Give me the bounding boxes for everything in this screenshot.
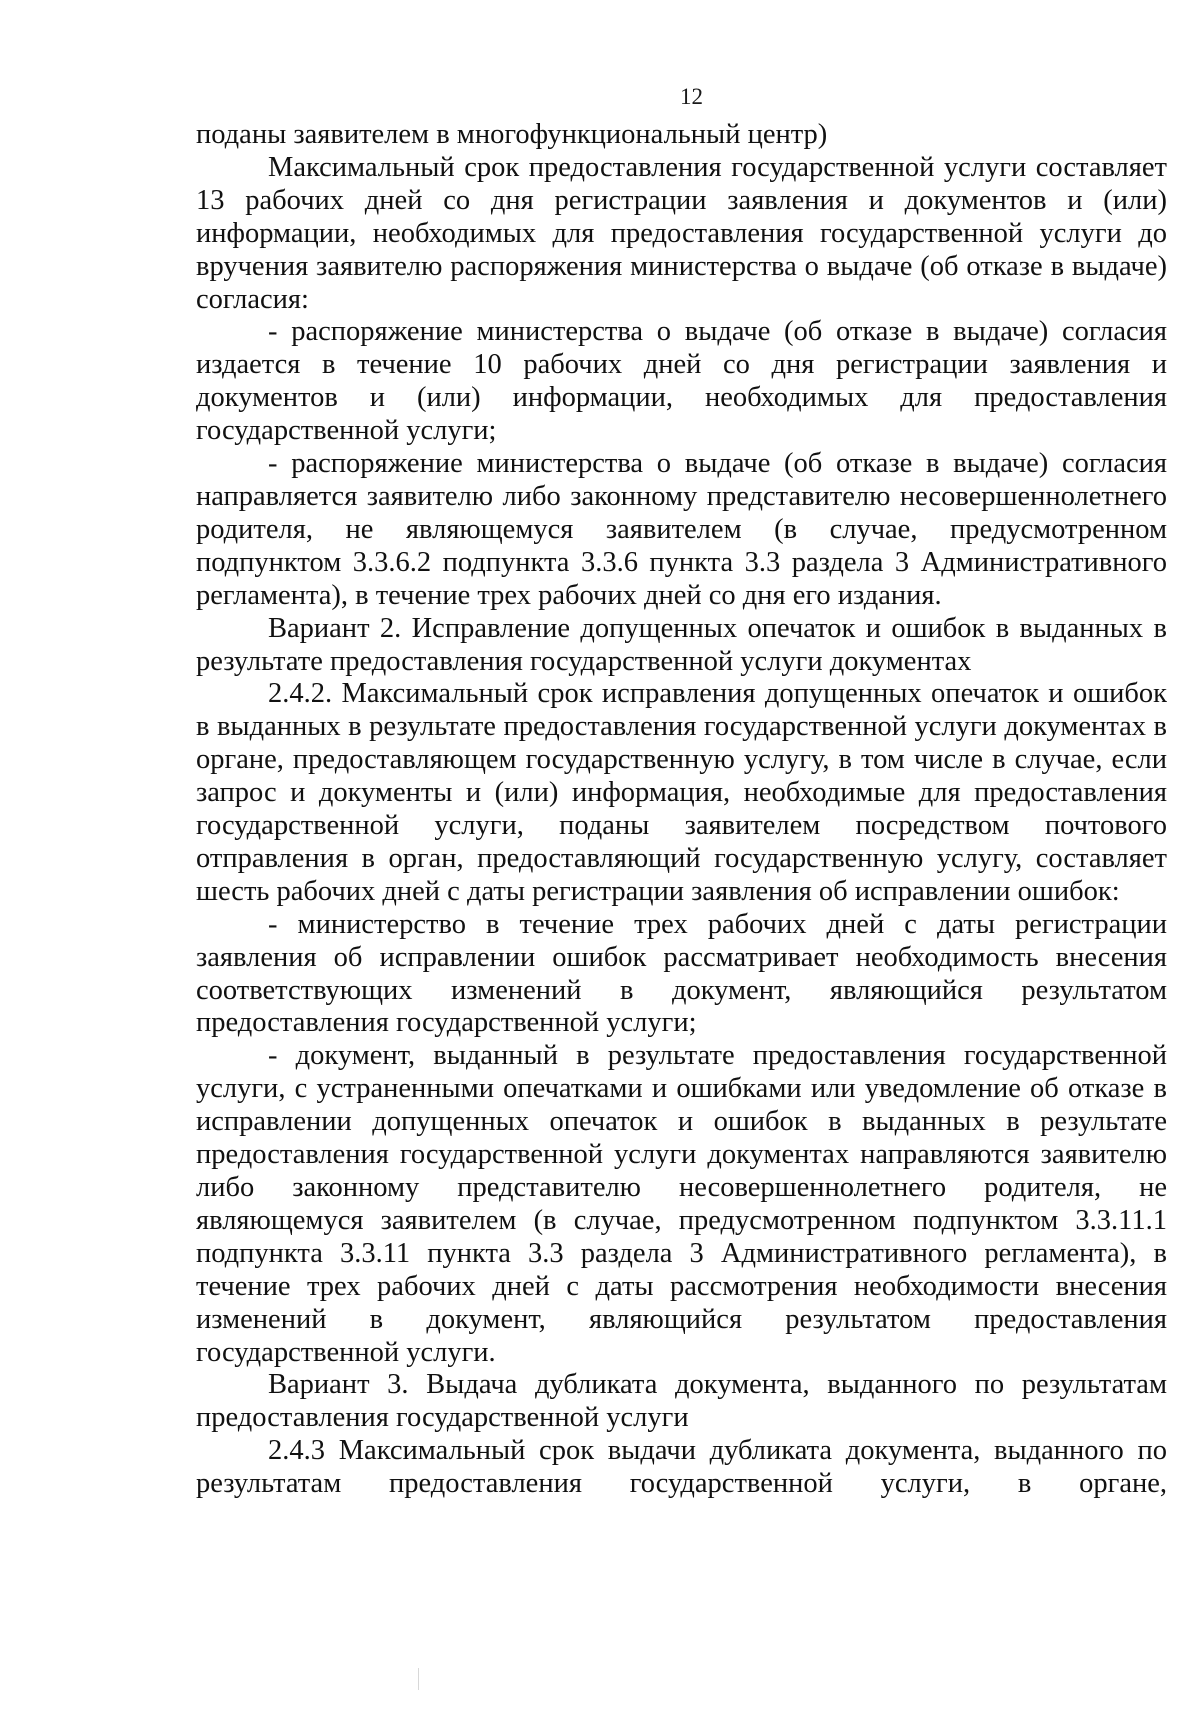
paragraph-2-4-3: 2.4.3 Максимальный срок выдачи дубликата документа, выданного по результатам предоставления государственной услуги, в органе, (196, 1435, 1167, 1500)
paragraph-2-4-2: 2.4.2. Максимальный срок исправления допущенных опечаток и ошибок в выданных в результате предоставления государственной услуги документах в органе, предоставляющем государственную услугу, в том числе в случае, если запрос и документы и (или) информация, необходимые для предоставления государственной услуги, поданы заявителем посредством почтового отправления в орган, предоставляющий государственную услугу, составляет шесть рабочих дней с даты регистрации заявления об исправлении ошибок: (196, 678, 1167, 907)
paragraph-ministry-review: - министерство в течение трех рабочих дней с даты регистрации заявления об исправлении ошибок рассматривает необходимость внесения соответствующих изменений в документ, являющийся результатом предоставления государственной услуги; (196, 908, 1167, 1039)
paragraph-order-sent: - распоряжение министерства о выдаче (об отказе в выдаче) согласия направляется заявителю либо законному представителю несовершеннолетнего родителя, не являющемуся заявителем (в случае, предусмотренном подпунктом 3.3.6.2 подпункта 3.3.6 пункта 3.3 раздела 3 Административного регламента), в течение трех рабочих дней со дня его издания. (196, 448, 1167, 611)
scan-artifact-line (418, 1668, 419, 1690)
page-number: 12 (680, 84, 703, 109)
paragraph-continuation: поданы заявителем в многофункциональный центр) (196, 119, 828, 150)
paragraph-variant-2-heading: Вариант 2. Исправление допущенных опечаток и ошибок в выданных в результате предоставления государственной услуги документах (196, 612, 1167, 677)
paragraph-max-term: Максимальный срок предоставления государственной услуги составляет 13 рабочих дней со дня регистрации заявления и документов и (или) информации, необходимых для предоставления государственной услуги до вручения заявителю распоряжения министерства о выдаче (об отказе в выдаче) согласия: (196, 151, 1167, 315)
paragraph-corrected-document: - документ, выданный в результате предоставления государственной услуги, с устраненными опечатками и ошибками или уведомление об отказе в исправлении допущенных опечаток и ошибок в выданных в результате предоставления государственной услуги документах направляются заявителю либо законному представителю несовершеннолетнего родителя, не являющемуся заявителем (в случае, предусмотренном подпунктом 3.3.11.1 подпункта 3.3.11 пункта 3.3 раздела 3 Административного регламента), в течение трех рабочих дней с даты рассмотрения необходимости внесения изменений в документ, являющийся результатом предоставления государственной услуги. (196, 1040, 1167, 1368)
paragraph-order-issued: - распоряжение министерства о выдаче (об отказе в выдаче) согласия издается в течение 10 рабочих дней со дня регистрации заявления и документов и (или) информации, необходимых для предоставления государственной услуги; (196, 316, 1167, 447)
paragraph-variant-3-heading: Вариант 3. Выдача дубликата документа, выданного по результатам предоставления государственной услуги (196, 1369, 1167, 1434)
document-body (196, 119, 1167, 1501)
